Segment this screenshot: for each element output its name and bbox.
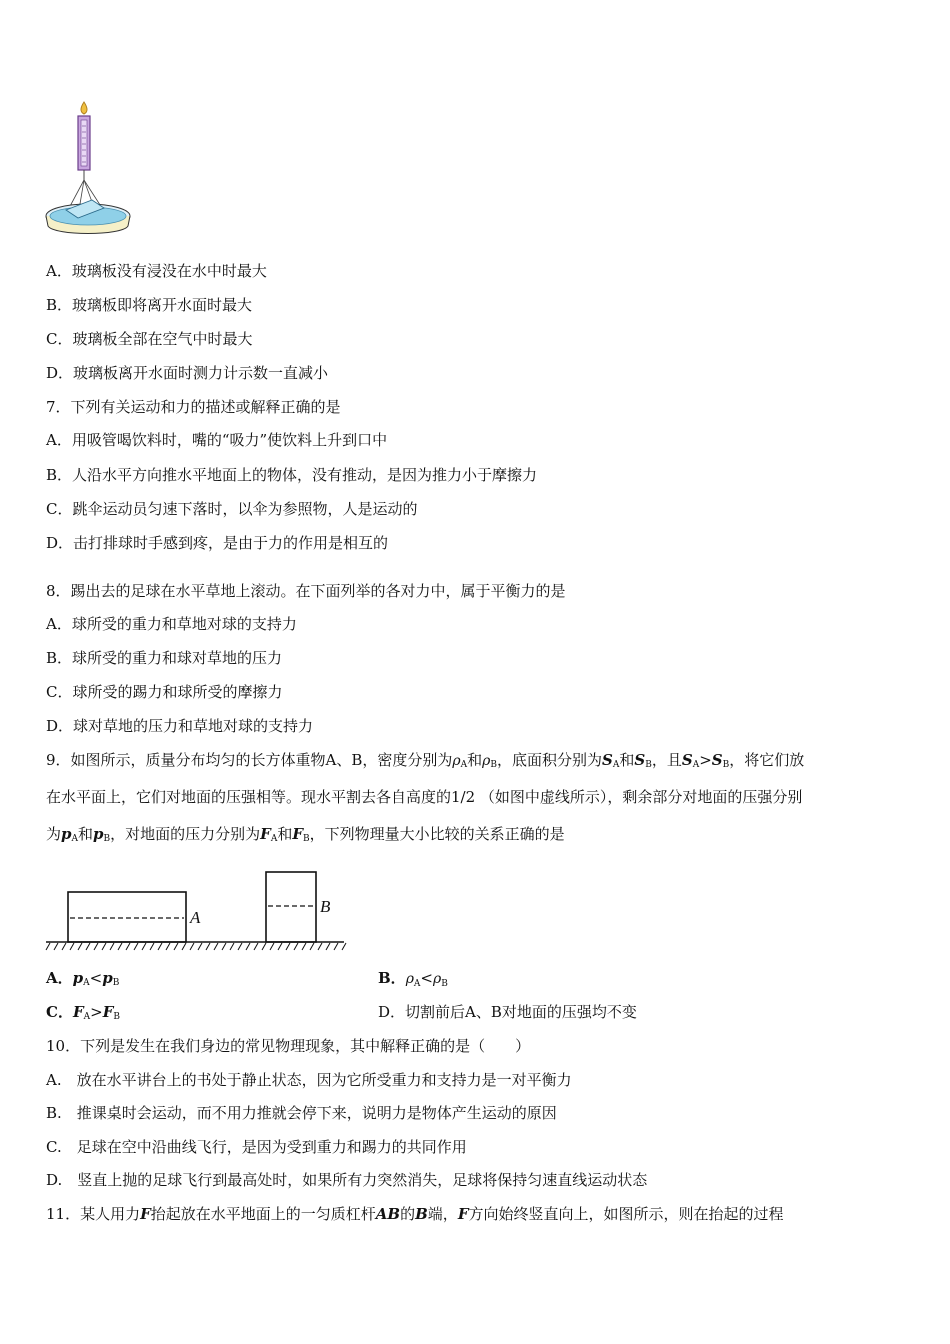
q7-option-c[interactable]: C．跳伞运动员匀速下落时，以伞为参照物，人是运动的: [46, 500, 418, 518]
q10-option-b[interactable]: B. 推课桌时会运动，而不用力推就会停下来，说明力是物体产生运动的原因: [46, 1104, 557, 1122]
q9-stem-line2: 在水平面上，它们对地面的压强相等。现水平割去各自高度的1/2 （如图中虚线所示），剩余部分对地面的压强分别: [46, 788, 803, 806]
q10-option-d[interactable]: D. 竖直上抛的足球飞行到最高处时，如果所有力突然消失，足球将保持匀速直线运动状态: [46, 1171, 648, 1189]
q9-stem-line1: 9．如图所示，质量分布均匀的长方体重物A、B，密度分别为$\rho_A$和$\rho_B$，底面积分别为$S_A$和$S_B$，且$S_A>S_B$，将它们放: [46, 751, 805, 770]
q7-option-a[interactable]: A．用吸管喝饮料时，嘴的“吸力”使饮料上升到口中: [46, 431, 388, 449]
q8-option-d[interactable]: D．球对草地的压力和草地对球的支持力: [46, 717, 314, 735]
q8-stem: 8．踢出去的足球在水平草地上滚动。在下面列举的各对力中，属于平衡力的是: [46, 582, 566, 600]
q8-option-a[interactable]: A．球所受的重力和草地对球的支持力: [46, 615, 297, 633]
q6-option-c[interactable]: C．玻璃板全部在空气中时最大: [46, 330, 253, 348]
q8-option-c[interactable]: C．球所受的踢力和球所受的摩擦力: [46, 683, 283, 701]
blocks-figure: [44, 868, 349, 952]
label-a: A: [190, 908, 201, 927]
label-b: B: [320, 897, 331, 916]
q11-stem: 11．某人用力F抬起放在水平地面上的一匀质杠杆AB的B端，F方向始终竖直向上，如图所示，则在抬起的过程: [46, 1205, 784, 1223]
q9-option-a[interactable]: A．$p_A<p_B$: [46, 969, 120, 988]
q6-option-a[interactable]: A．玻璃板没有浸没在水中时最大: [46, 262, 267, 280]
q9-option-d[interactable]: D．切割前后A、B对地面的压强均不变: [378, 1003, 637, 1021]
q9-stem-line3: 为$p_A$和$p_B$，对地面的压力分别为$F_A$和$F_B$，下列物理量大小比较的关系正确的是: [46, 825, 565, 844]
q9-option-b[interactable]: B．$\rho_A<\rho_B$: [378, 969, 448, 989]
q10-stem: 10．下列是发生在我们身边的常见物理现象，其中解释正确的是（ ）: [46, 1037, 531, 1055]
spring-scale-figure: [44, 98, 144, 238]
q9-option-c[interactable]: C．$F_A>F_B$: [46, 1003, 120, 1022]
q10-option-c[interactable]: C. 足球在空中沿曲线飞行，是因为受到重力和踢力的共同作用: [46, 1138, 467, 1156]
q7-stem: 7．下列有关运动和力的描述或解释正确的是: [46, 398, 341, 416]
q7-option-d[interactable]: D．击打排球时手感到疼，是由于力的作用是相互的: [46, 534, 389, 552]
q10-option-a[interactable]: A. 放在水平讲台上的书处于静止状态，因为它所受重力和支持力是一对平衡力: [46, 1071, 572, 1089]
q6-option-d[interactable]: D．玻璃板离开水面时测力计示数一直减小: [46, 364, 329, 382]
q8-option-b[interactable]: B．球所受的重力和球对草地的压力: [46, 649, 283, 667]
q6-option-b[interactable]: B．玻璃板即将离开水面时最大: [46, 296, 253, 314]
q7-option-b[interactable]: B．人沿水平方向推水平地面上的物体，没有推动，是因为推力小于摩擦力: [46, 466, 538, 484]
